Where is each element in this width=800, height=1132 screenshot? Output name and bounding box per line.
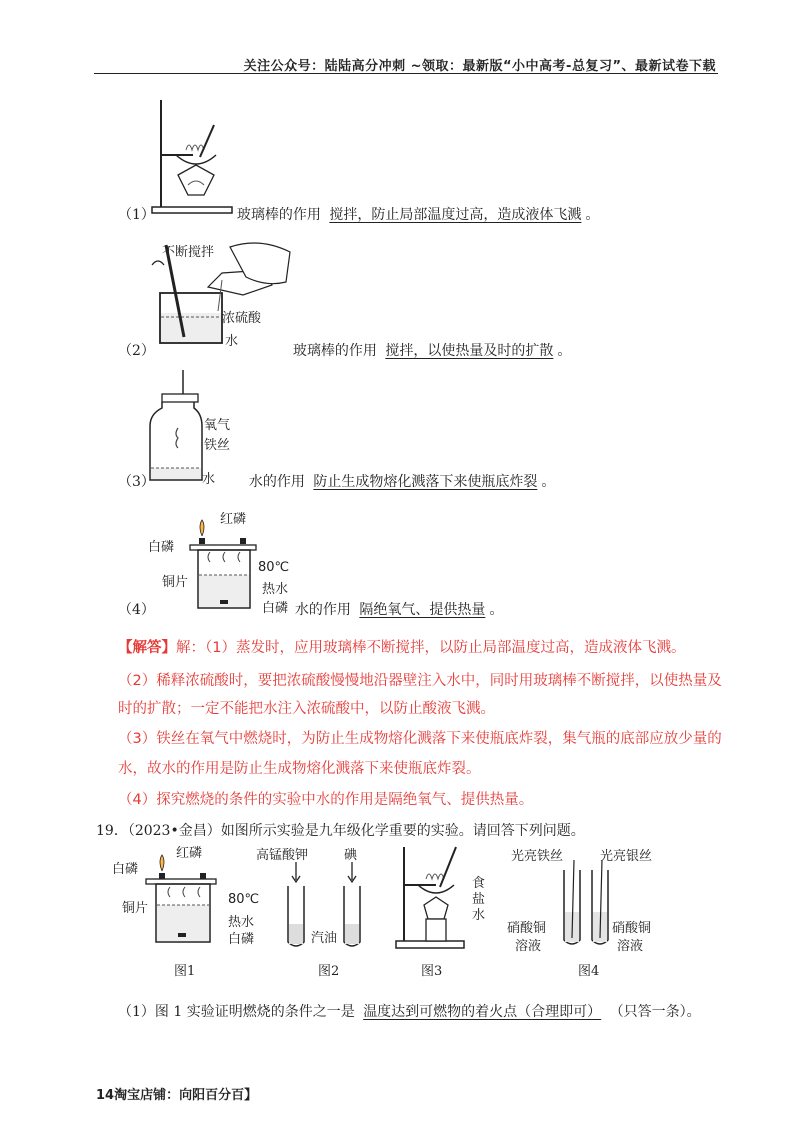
- header-divider: [94, 73, 718, 74]
- q19-sub1-prefix: 图 1 实验证明燃烧的条件之一是: [154, 1004, 355, 1020]
- q19-fig4-silver-wire: 光亮银丝: [600, 849, 653, 864]
- evaporation-apparatus-figure: [148, 95, 238, 220]
- label-temperature: 80℃: [258, 560, 290, 575]
- item-3-suffix: 。: [541, 474, 556, 490]
- item-1-number: （1）: [118, 207, 155, 223]
- label-copper-sheet: 铜片: [162, 575, 189, 590]
- item-3: [118, 471, 555, 491]
- q19-fig1-red-phosphorus: 红磷: [176, 846, 203, 861]
- q19-fig3-evaporation: [392, 843, 472, 953]
- q19-fig3-caption: 图3: [421, 964, 443, 979]
- item-1: [118, 204, 599, 224]
- item-4-prefix: 水的作用: [294, 602, 351, 618]
- item-2-number: （2）: [118, 343, 155, 359]
- analysis-line-4: （3）铁丝在氧气中燃烧时，为防止生成物熔化溅落下来使瓶底炸裂，集气瓶的底部应放少量的: [118, 731, 722, 747]
- page-number: 14: [96, 1088, 115, 1103]
- label-stirring: 不断搅拌: [162, 245, 215, 260]
- item-2: [118, 340, 571, 360]
- label-conc-sulfuric-acid: 浓硫酸: [222, 311, 262, 326]
- q19-sub1-number: （1）: [118, 1004, 155, 1020]
- label-white-phosphorus: 白磷: [148, 540, 175, 555]
- label-iron-wire: 铁丝: [204, 438, 231, 453]
- q19-fig1-hot-water: 热水: [228, 915, 255, 930]
- page-header: 关注公众号：陆陆高分冲刺 ~领取：最新版“小中高考-总复习”、最新试卷下载: [243, 59, 716, 74]
- item-1-answer: 搅拌，防止局部温度过高，造成液体飞溅: [329, 207, 582, 223]
- q19-fig2-iodine: 碘: [344, 848, 358, 863]
- analysis-line-2: （2）稀释浓硫酸时，要把浓硫酸慢慢地沿器壁注入水中，同时用玻璃棒不断搅拌，以使热量及: [118, 673, 722, 689]
- q19-fig3-salt-3: 水: [472, 908, 486, 923]
- item-1-prefix: 玻璃棒的作用: [236, 207, 321, 223]
- item-3-prefix: 水的作用: [248, 474, 305, 490]
- q19-fig1-white-phosphorus-2: 白磷: [228, 932, 255, 947]
- label-oxygen: 氧气: [204, 418, 231, 433]
- q19-sub1-suffix: （只答一条）。: [609, 1004, 701, 1020]
- label-red-phosphorus: 红磷: [220, 512, 247, 527]
- label-hot-water: 热水: [262, 582, 289, 597]
- q19-fig4-copper-nitrate-left-2: 溶液: [515, 939, 542, 954]
- q19-fig1-combustion: [140, 855, 220, 945]
- q19-fig1-white-phosphorus: 白磷: [112, 862, 139, 877]
- analysis-line-3: 时的扩散；一定不能把水注入浓硫酸中，以防止酸液飞溅。: [118, 701, 495, 717]
- q19-fig4-copper-nitrate-right-1: 硝酸铜: [612, 921, 652, 936]
- item-2-suffix: 。: [557, 343, 572, 359]
- item-3-answer: 防止生成物熔化溅落下来使瓶底炸裂: [313, 474, 538, 490]
- footer-text: 淘宝店铺：向阳百分百】: [114, 1088, 258, 1103]
- q19-sub1: [118, 1001, 701, 1021]
- label-white-phosphorus-2: 白磷: [262, 601, 289, 616]
- item-2-prefix: 玻璃棒的作用: [292, 343, 377, 359]
- q19-fig2-kmno4: 高锰酸钾: [256, 848, 309, 863]
- q19-sub1-answer: 温度达到可燃物的着火点（合理即可）: [363, 1004, 602, 1020]
- iron-combustion-figure: [148, 368, 208, 486]
- q19-fig1-temperature: 80℃: [228, 892, 260, 907]
- analysis-line-5: 水，故水的作用是防止生成物熔化溅落下来使瓶底炸裂。: [118, 761, 481, 777]
- q19-fig3-salt-1: 食: [472, 876, 486, 891]
- item-4-answer: 隔绝氧气、提供热量: [359, 602, 486, 618]
- q19-fig1-copper: 铜片: [122, 901, 149, 916]
- analysis-tag: 【解答】: [118, 640, 176, 656]
- analysis-line-1: [118, 636, 685, 657]
- q19-fig4-caption: 图4: [578, 964, 600, 979]
- page-footer: [96, 1084, 257, 1103]
- label-water-bottom: 水: [202, 472, 216, 487]
- label-water: 水: [225, 334, 239, 349]
- item-4: [118, 599, 503, 619]
- q19-fig4-copper-nitrate-right-2: 溶液: [617, 939, 644, 954]
- q19-fig2-caption: 图2: [318, 964, 340, 979]
- analysis-text-1: 解：（1）蒸发时，应用玻璃棒不断搅拌，以防止局部温度过高，造成液体飞溅。: [176, 640, 686, 656]
- q19-fig4-displacement: [560, 860, 620, 952]
- q19-fig3-salt-2: 盐: [472, 892, 486, 907]
- item-2-answer: 搅拌，以使热量及时的扩散: [385, 343, 554, 359]
- q19-fig4-copper-nitrate-left-1: 硝酸铜: [507, 921, 547, 936]
- q19-fig4-iron-wire: 光亮铁丝: [511, 849, 564, 864]
- item-4-number: （4）: [118, 602, 155, 618]
- analysis-line-6: （4）探究燃烧的条件的实验中水的作用是隔绝氧气、提供热量。: [118, 792, 534, 808]
- q19-fig1-caption: 图1: [174, 964, 196, 979]
- item-4-suffix: 。: [489, 602, 504, 618]
- item-3-number: （3）: [118, 474, 155, 490]
- question-19-stem: 19．（2023•金昌）如图所示实验是九年级化学重要的实验。请回答下列问题。: [96, 823, 585, 839]
- q19-fig2-gasoline: 汽油: [311, 931, 338, 946]
- item-1-suffix: 。: [585, 207, 600, 223]
